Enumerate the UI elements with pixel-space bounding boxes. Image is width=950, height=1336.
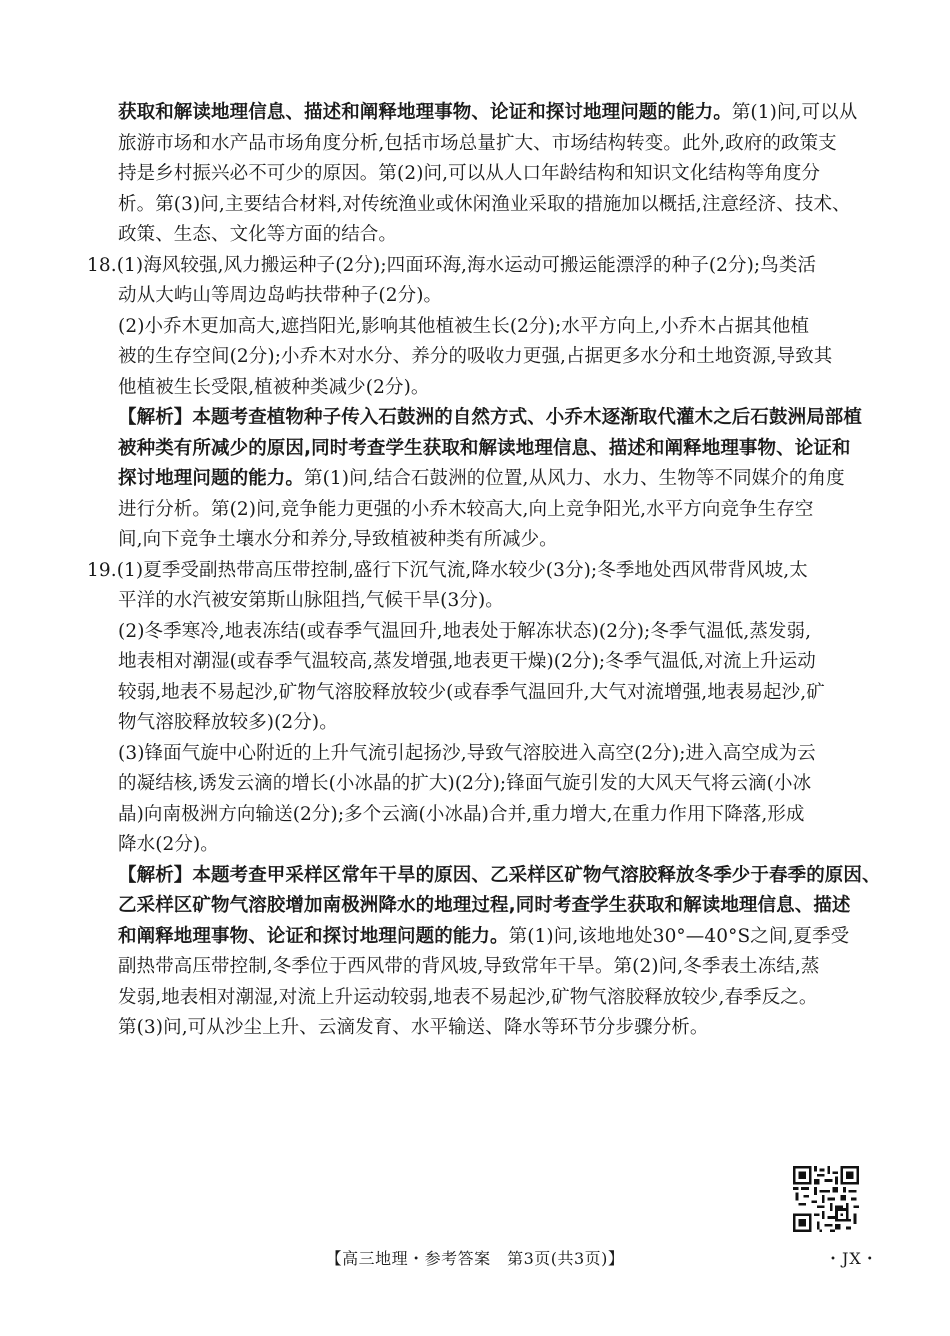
plain-text: 被的生存空间(2分);小乔木对水分、养分的吸收力更强,占据更多水分和土地资源,导致其 — [118, 346, 833, 367]
plain-text: 他植被生长受限,植被种类减少(2分)。 — [118, 376, 430, 398]
footer-code: ・JX・ — [825, 1249, 879, 1268]
bold-text: 和阐释地理事物、论证和探讨地理问题的能力。 — [118, 925, 509, 947]
plain-text: 进行分析。第(2)问,竞争能力更强的小乔木较高大,向上竞争阳光,水平方向竞争生存空 — [118, 498, 814, 520]
text-line — [118, 1013, 860, 1044]
question-19-line — [87, 556, 860, 587]
plain-text: 第(1)问,结合石鼓洲的位置,从风力、水力、生物等不同媒介的角度 — [304, 468, 845, 489]
bold-text: 探讨地理问题的能力。 — [118, 468, 305, 489]
qr-code-icon — [793, 1166, 859, 1232]
analysis-line — [118, 922, 860, 953]
plain-text: 持是乡村振兴必不可少的原因。第(2)问,可以从人口年龄结构和知识文化结构等角度分 — [118, 163, 821, 184]
plain-text: 动从大屿山等周边岛屿扶带种子(2分)。 — [118, 285, 443, 306]
text-line — [118, 220, 860, 251]
plain-text: 的凝结核,诱发云滴的增长(小冰晶的扩大)(2分);锋面气旋引发的大风天气将云滴(小冰 — [118, 773, 812, 794]
analysis-line — [118, 403, 863, 434]
text-line — [118, 769, 860, 800]
text-line — [118, 678, 860, 709]
text-line — [118, 98, 860, 129]
text-line — [118, 312, 860, 343]
text-line — [118, 190, 860, 221]
plain-text: 物气溶胶释放较多)(2分)。 — [118, 712, 338, 733]
text-line — [118, 373, 860, 404]
plain-text: 第(3)问,可从沙尘上升、云滴发育、水平输送、降水等环节分步骤分析。 — [118, 1017, 709, 1038]
bold-text: 获取和解读地理信息、描述和阐释地理事物、论证和探讨地理问题的能力。 — [118, 102, 732, 123]
text-line — [118, 647, 860, 678]
text-line — [118, 342, 860, 373]
plain-text: 发弱,地表相对潮湿,对流上升运动较弱,地表不易起沙,矿物气溶胶释放较少,春季反之。 — [118, 986, 818, 1008]
text-line — [118, 952, 860, 983]
answer-text-body — [87, 98, 881, 1044]
plain-text: 析。第(3)问,主要结合材料,对传统渔业或休闲渔业采取的措施加以概括,注意经济、技术、 — [118, 193, 851, 215]
bold-text: 乙采样区矿物气溶胶增加南极洲降水的地理过程,同时考查学生获取和解读地理信息、描述 — [118, 895, 851, 916]
footer-title: 【高三地理・参考答案 第3页(共3页)】 — [325, 1249, 625, 1268]
text-line — [118, 617, 860, 648]
question-18-line — [87, 251, 860, 282]
plain-text: (2)小乔木更加高大,遮挡阳光,影响其他植被生长(2分);水平方向上,小乔木占据其他植 — [118, 315, 810, 337]
text-line — [118, 495, 860, 526]
plain-text: 副热带高压带控制,冬季位于西风带的背风坡,导致常年干旱。第(2)问,冬季表土冻结,蒸 — [118, 956, 820, 977]
text-line — [118, 129, 860, 160]
text-line — [118, 281, 860, 312]
bold-text: 【解析】本题考查甲采样区常年干旱的原因、乙采样区矿物气溶胶释放冬季少于春季的原因、 — [118, 864, 881, 886]
analysis-line — [118, 464, 860, 495]
plain-text: 平洋的水汽被安第斯山脉阻挡,气候干旱(3分)。 — [118, 590, 504, 611]
text-line — [118, 800, 860, 831]
plain-text: 较弱,地表不易起沙,矿物气溶胶释放较少(或春季气温回升,大气对流增强,地表易起沙,矿 — [118, 681, 825, 703]
plain-text: (3)锋面气旋中心附近的上升气流引起扬沙,导致气溶胶进入高空(2分);进入高空成为云 — [118, 742, 816, 764]
text-line — [118, 739, 860, 770]
analysis-line — [118, 861, 881, 892]
plain-text: 第(1)问,该地地处30°—40°S之间,夏季受 — [508, 925, 850, 947]
text-line — [118, 586, 860, 617]
text-line — [118, 708, 860, 739]
plain-text: 19.(1)夏季受副热带高压带控制,盛行下沉气流,降水较少(3分);冬季地处西风带背风坡,太 — [87, 559, 808, 581]
plain-text: 降水(2分)。 — [118, 834, 219, 855]
plain-text: 政策、生态、文化等方面的结合。 — [118, 224, 398, 245]
page-footer — [0, 1246, 950, 1269]
plain-text: 间,向下竞争土壤水分和养分,导致植被种类有所减少。 — [118, 529, 558, 550]
text-line — [118, 983, 860, 1014]
plain-text: 晶)向南极洲方向输送(2分);多个云滴(小冰晶)合并,重力增大,在重力作用下降落,形成 — [118, 803, 805, 825]
plain-text: 18.(1)海风较强,风力搬运种子(2分);四面环海,海水运动可搬运能漂浮的种子(2分);鸟类活 — [87, 254, 817, 276]
bold-text: 【解析】本题考查植物种子传入石鼓洲的自然方式、小乔木逐渐取代灌木之后石鼓洲局部植 — [118, 407, 863, 428]
plain-text: 地表相对潮湿(或春季气温较高,蒸发增强,地表更干燥)(2分);冬季气温低,对流上升运动 — [118, 651, 816, 672]
text-line — [118, 830, 860, 861]
text-line — [118, 525, 860, 556]
plain-text: (2)冬季寒冷,地表冻结(或春季气温回升,地表处于解冻状态)(2分);冬季气温低,蒸发弱, — [118, 620, 812, 642]
plain-text: 旅游市场和水产品市场角度分析,包括市场总量扩大、市场结构转变。此外,政府的政策支 — [118, 132, 837, 154]
bold-text: 被种类有所减少的原因,同时考查学生获取和解读地理信息、描述和阐释地理事物、论证和 — [118, 437, 851, 459]
plain-text: 第(1)问,可以从 — [731, 102, 858, 123]
text-line — [118, 159, 860, 190]
analysis-line — [118, 891, 860, 922]
analysis-line — [118, 434, 860, 465]
